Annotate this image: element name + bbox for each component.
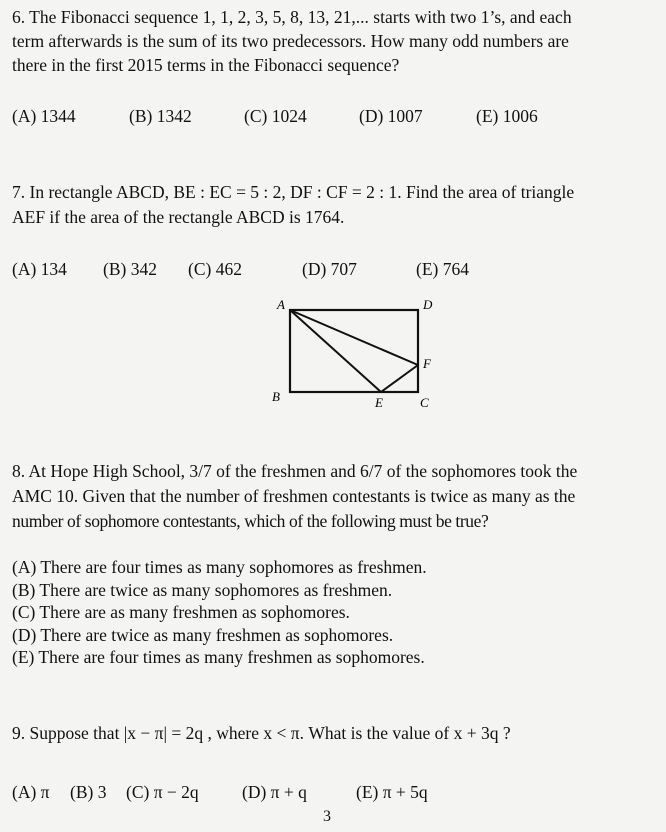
q9-choice-c: (C) π − 2q xyxy=(126,782,199,802)
segment-ae xyxy=(290,310,381,392)
q8-choices xyxy=(12,556,427,669)
q6-choice-a: (A) 1344 xyxy=(12,106,76,126)
page-number: 3 xyxy=(323,808,331,825)
q7-line-2: AEF if the area of the rectangle ABCD is 1764. xyxy=(12,207,345,227)
q7-choice-e: (E) 764 xyxy=(416,259,469,279)
label-d: D xyxy=(423,297,433,312)
q8-line-2: AMC 10. Given that the number of freshmen contestants is twice as many as the xyxy=(12,486,576,506)
q7-line-1: 7. In rectangle ABCD, BE : EC = 5 : 2, DF : CF = 2 : 1. Find the area of triangle xyxy=(12,182,575,202)
q6-line-2: term afterwards is the sum of its two predecessors. How many odd numbers are xyxy=(12,31,569,51)
q6-line-3: there in the first 2015 terms in the Fibonacci sequence? xyxy=(12,55,400,75)
q6-choice-c: (C) 1024 xyxy=(244,106,307,126)
q6-line-1: 6. The Fibonacci sequence 1, 1, 2, 3, 5, 8, 13, 21,... starts with two 1’s, and each xyxy=(12,7,572,27)
label-f: F xyxy=(423,356,431,371)
q9-choice-e: (E) π + 5q xyxy=(356,782,428,802)
q6-choice-d: (D) 1007 xyxy=(359,106,423,126)
q8-choice-d: (D) There are twice as many freshmen as sophomores. xyxy=(12,624,394,645)
segment-af xyxy=(290,310,418,365)
q8-choice-e: (E) There are four times as many freshmen as sophomores. xyxy=(12,647,425,667)
segment-ef xyxy=(381,365,418,392)
q6-choice-e: (E) 1006 xyxy=(476,106,538,126)
q7-choice-d: (D) 707 xyxy=(302,259,357,279)
label-b: B xyxy=(272,389,280,404)
rectangle-figure xyxy=(268,296,448,414)
q8-choice-b: (B) There are twice as many sophomores as freshmen. xyxy=(12,579,393,600)
q9-choice-a: (A) π xyxy=(12,782,50,802)
q8-line-3: number of sophomore contestants, which of the following must be true? xyxy=(12,511,489,531)
q8-choice-c: (C) There are as many freshmen as sophomores. xyxy=(12,602,350,622)
q9-line: 9. Suppose that |x − π| = 2q , where x < π. What is the value of x + 3q ? xyxy=(12,723,511,743)
label-c: C xyxy=(420,395,429,410)
q7-choice-c: (C) 462 xyxy=(188,259,242,279)
q7-choice-a: (A) 134 xyxy=(12,259,67,279)
label-e: E xyxy=(375,395,383,410)
q9-choice-b: (B) 3 xyxy=(70,782,107,802)
q8-choice-a: (A) There are four times as many sophomores as freshmen. xyxy=(12,557,427,577)
q8-line-1: 8. At Hope High School, 3/7 of the freshmen and 6/7 of the sophomores took the xyxy=(12,461,578,481)
label-a: A xyxy=(277,297,285,312)
q9-choice-d: (D) π + q xyxy=(242,782,307,802)
q6-choice-b: (B) 1342 xyxy=(129,106,192,126)
q7-choice-b: (B) 342 xyxy=(103,259,157,279)
